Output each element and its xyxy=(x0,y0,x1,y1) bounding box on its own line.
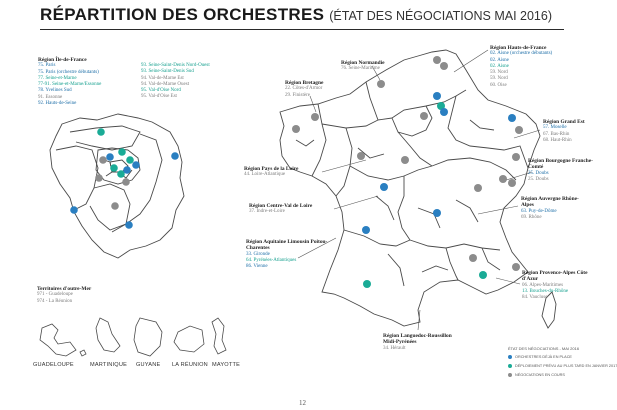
martinique-shape xyxy=(96,318,120,352)
border-aura-south xyxy=(410,240,500,250)
label-hauts-de-france xyxy=(490,45,552,89)
idf-item: 75. Paris xyxy=(38,63,56,69)
idf-heading: Région Île-de-France xyxy=(38,57,87,63)
idf-item: 93. Seine-Saint-Denis Sud xyxy=(141,69,194,75)
idf-label-block xyxy=(38,57,101,107)
idf-dots xyxy=(70,128,179,229)
idf-dot-94-a xyxy=(110,164,118,172)
region-item: 37. Indre-et-Loire xyxy=(249,209,285,215)
region-item: 13. Bouches-du-Rhône xyxy=(522,288,569,294)
idf-item: 94. Val-de-Marne Ouest xyxy=(141,81,190,87)
region-item: 57. Moselle xyxy=(543,125,567,131)
dot-haut-rhin xyxy=(512,153,520,161)
label-grand-est xyxy=(543,119,585,144)
dot-loire-atl xyxy=(357,152,365,160)
idf-label-block-2 xyxy=(141,63,210,101)
region-item: 22. Côtes-d'Armor xyxy=(285,86,323,92)
region-heading: Région Provence-Alpes Côte d'Azur xyxy=(522,270,588,283)
legend-item xyxy=(508,355,572,359)
region-item: 76. Seine-Maritime xyxy=(341,66,380,72)
region-heading: Région Pays de la Loire xyxy=(244,166,299,172)
region-item: 69. Rhône xyxy=(521,214,542,220)
border-dept-1 xyxy=(376,196,394,220)
leader-paysloire xyxy=(322,160,366,172)
dot-bas-rhin xyxy=(515,126,523,134)
border-dept-8 xyxy=(296,140,314,146)
region-heading: Région Grand Est xyxy=(543,119,585,125)
legend-item xyxy=(508,364,617,368)
region-item: 63. Puy-de-Dôme xyxy=(521,208,557,214)
border-dept-6 xyxy=(422,266,448,272)
region-item: 02. Aisne (orchestre débutants) xyxy=(490,51,553,57)
idf-item: 91. Essonne xyxy=(38,94,63,100)
dot-rhone xyxy=(474,184,482,192)
border-occitanie-east xyxy=(446,248,458,280)
region-item: 02. Aisne xyxy=(490,63,509,69)
page-number: 12 xyxy=(299,399,306,407)
dot-alpes-maritimes xyxy=(512,263,520,271)
island-label-guyane: GUYANE xyxy=(136,362,161,368)
border-normandie-paysloire xyxy=(322,120,378,128)
guadeloupe-shape xyxy=(40,324,76,356)
idf-dot-77-north xyxy=(171,152,179,160)
idf-item: 77. Seine-et-Marne xyxy=(38,75,77,81)
island-label-martinique: MARTINIQUE xyxy=(90,362,128,368)
region-heading: Région Bretagne xyxy=(285,80,324,86)
guadeloupe-islet xyxy=(80,350,86,356)
outremer-item: 974 - La Réunion xyxy=(37,298,73,304)
idf-item: 75. Paris (orchestre débutants) xyxy=(38,69,99,75)
idf-item: 77-91. Seine-et-Marne/Essonne xyxy=(38,82,102,88)
region-item: 60. Oise xyxy=(490,82,507,88)
label-aura xyxy=(521,196,581,221)
idf-map xyxy=(50,114,184,258)
idf-dot-94-c xyxy=(122,178,130,186)
label-pays-de-loire xyxy=(244,166,298,179)
label-paca xyxy=(522,270,598,301)
region-heading: Région Normandie xyxy=(341,60,385,66)
mayotte-shape xyxy=(212,318,226,354)
idf-item: 94. Val-de-Marne Est xyxy=(141,75,184,81)
leader-aura xyxy=(478,206,518,214)
border-hdf-south xyxy=(392,90,466,118)
dot-vaucluse xyxy=(469,254,477,262)
region-item: 68. Haut-Rhin xyxy=(543,137,572,143)
dot-cotes-armor xyxy=(311,113,319,121)
legend-label: NÉGOCIATIONS EN COURS xyxy=(515,373,565,377)
idf-dot-93-c xyxy=(132,161,140,169)
dot-doubs-1 xyxy=(499,175,507,183)
region-heading: Région Hauts-de-France xyxy=(490,45,547,51)
legend-item xyxy=(508,373,565,377)
dot-finistere xyxy=(292,125,300,133)
title-subtitle: (ÉTAT DES NÉGOCIATIONS MAI 2016) xyxy=(329,9,552,23)
region-item: 33. Gironde xyxy=(246,251,270,257)
label-outremer xyxy=(37,286,91,305)
label-bfc xyxy=(528,158,600,183)
border-dept-5 xyxy=(388,254,404,286)
region-item: 06. Alpes-Maritimes xyxy=(522,282,564,288)
border-dept-3 xyxy=(470,120,494,130)
legend-dot-gray xyxy=(508,373,512,377)
legend-label: ORCHESTRES DÉJÀ EN PLACE xyxy=(515,355,572,359)
idf-dept-78 xyxy=(56,146,98,210)
idf-dot-77-mid xyxy=(111,202,119,210)
island-label-reunion: LA RÉUNION xyxy=(172,362,208,368)
region-heading: Région Aquitaine Limousin Poitou-Charentes xyxy=(246,239,328,252)
leader-lines xyxy=(298,50,540,330)
leader-centre xyxy=(334,196,378,209)
idf-item: 95. Val-d'Oise Nord xyxy=(141,88,181,94)
idf-item: 93. Seine-Saint-Denis Nord-Ouest xyxy=(141,63,210,68)
idf-dot-93-b xyxy=(126,156,134,164)
region-item: 67. Bas-Rhin xyxy=(543,131,570,137)
label-normandie xyxy=(341,60,385,73)
region-item: 59. Nord xyxy=(490,76,508,82)
idf-outline xyxy=(50,114,184,258)
region-item: 25. Doubs xyxy=(528,176,549,182)
idf-dept-91 xyxy=(90,184,130,230)
border-idf xyxy=(392,106,432,136)
label-centre xyxy=(249,203,312,216)
dot-moselle xyxy=(508,114,516,122)
outremer-heading: Territoires d'outre-Mer xyxy=(37,286,92,292)
region-item: 84. Vaucluse xyxy=(522,295,548,301)
region-item: 25. Doubs xyxy=(528,170,549,176)
outremer-item: 971 - Guadeloupe xyxy=(37,292,73,298)
legend-dot-blue xyxy=(508,355,512,359)
dot-nord-2 xyxy=(440,62,448,70)
region-item: 59. Nord xyxy=(490,70,508,76)
border-paca-north xyxy=(482,248,500,270)
legend-title: ÉTAT DES NÉGOCIATIONS - MAI 2016 xyxy=(508,346,580,351)
dot-seine-maritime xyxy=(377,80,385,88)
border-centre-south xyxy=(350,166,432,180)
dot-puy-dome xyxy=(433,209,441,217)
idf-dot-93-a xyxy=(118,148,126,156)
idf-item: 95. Val-d'Oise Est xyxy=(141,94,177,100)
region-heading: Région Centre-Val de Loire xyxy=(249,203,313,209)
idf-dept-95 xyxy=(70,126,140,150)
label-occitanie xyxy=(383,333,459,352)
region-item: 02. Aisne xyxy=(490,57,509,63)
leader-hdf xyxy=(454,50,488,72)
leader-paca xyxy=(496,278,520,284)
region-heading: Région Bourgogne Franche-Comté xyxy=(528,158,593,171)
title-main-text: RÉPARTITION DES ORCHESTRES xyxy=(40,5,325,24)
island-label-guadeloupe: GUADELOUPE xyxy=(33,362,74,368)
legend-label: DÉPLOIEMENT PRÉVU AU PLUS TARD EN JANVIER 2017 xyxy=(515,364,617,368)
idf-item: 92. Hauts-de-Seine xyxy=(38,101,77,107)
dot-pyrenees-atl xyxy=(363,280,371,288)
border-paysloire-centre xyxy=(336,128,352,196)
region-item: 34. Hérault xyxy=(383,345,406,351)
dot-bouches-rhone xyxy=(479,271,487,279)
label-nouvelle-aquitaine xyxy=(246,239,328,270)
dot-aisne-a xyxy=(433,92,441,100)
guyane-shape xyxy=(134,318,162,356)
idf-dot-95-nord xyxy=(97,128,105,136)
idf-dot-77-south xyxy=(125,221,133,229)
dot-oise xyxy=(420,112,428,120)
legend-dot-teal xyxy=(508,364,512,368)
region-item: 64. Pyrénées-Atlantiques xyxy=(246,257,297,263)
idf-dot-92-a xyxy=(106,153,114,161)
dot-indre-loire xyxy=(401,156,409,164)
island-label-mayotte: MAYOTTE xyxy=(212,362,241,368)
dot-centre-blue xyxy=(380,183,388,191)
idf-dot-78 xyxy=(99,156,107,164)
region-item: 44. Loire-Atlantique xyxy=(244,172,286,178)
region-item: 86. Vienne xyxy=(246,264,268,270)
dot-doubs-2 xyxy=(508,179,516,187)
border-dept-2 xyxy=(456,200,478,222)
idf-item: 78. Yvelines Sud xyxy=(38,88,72,94)
outremer-islands xyxy=(40,318,226,356)
region-heading: Région Languedoc-Roussillon Midi-Pyrénées xyxy=(383,333,452,346)
border-aura-west xyxy=(398,176,410,240)
idf-dot-78-sud xyxy=(70,206,78,214)
region-heading: Région Auvergne Rhône-Alpes xyxy=(521,196,579,209)
border-nouvelle-aq-south xyxy=(344,230,410,246)
dot-nord-1 xyxy=(433,56,441,64)
label-bretagne xyxy=(285,80,323,99)
reunion-shape xyxy=(174,326,204,352)
idf-dot-paris xyxy=(123,166,131,174)
region-item: 29. Finistère xyxy=(285,92,310,98)
idf-dot-91 xyxy=(95,174,103,182)
border-normandie-east xyxy=(366,82,392,120)
dot-gironde xyxy=(362,226,370,234)
dot-aisne-b xyxy=(440,108,448,116)
